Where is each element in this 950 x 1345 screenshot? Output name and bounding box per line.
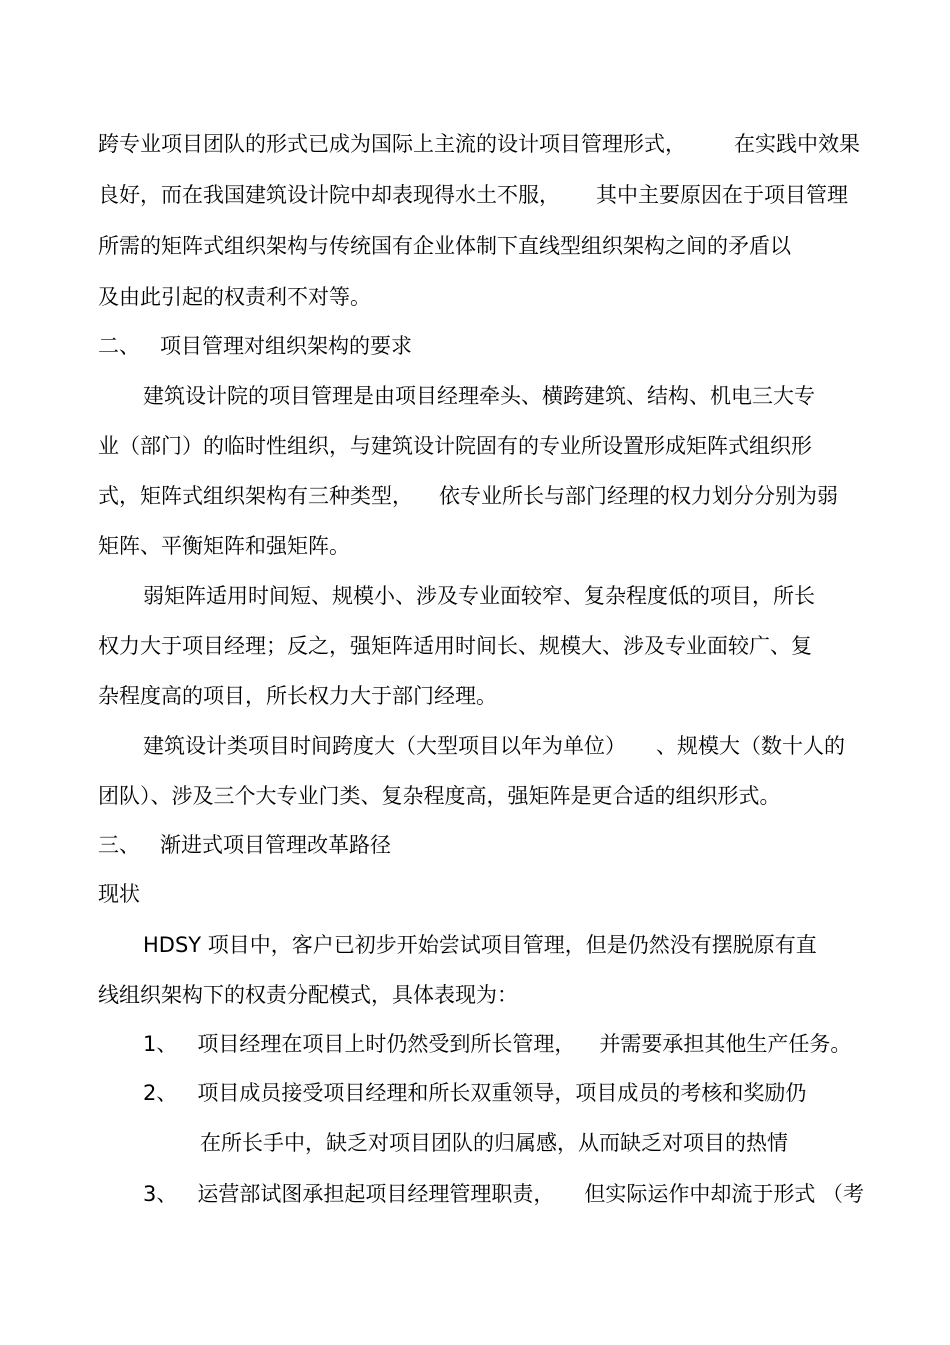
text-segment: 并需要承担其他生产任务。 [599,1032,852,1056]
text-segment: 在实践中效果 [734,132,860,156]
text-segment: 式，矩阵式组织架构有三种类型， [98,484,413,508]
text-segment: 依专业所长与部门经理的权力划分分别为弱 [439,484,838,508]
heading-number: 三、 [98,833,140,857]
text-segment: 运营部试图承担起项目经理管理职责， [197,1182,555,1206]
paragraph-line: 线组织架构下的权责分配模式，具体表现为： [98,983,518,1007]
list-number: 3、 [143,1182,178,1206]
text-segment: 、规模大（数十人的 [656,734,845,758]
paragraph-line: 建筑设计院的项目管理是由项目经理牵头、横跨建筑、结构、机电三大专 [143,384,815,408]
text-segment: 其中主要原因在于项目管理 [596,183,848,207]
paragraph-line: 及由此引起的权责利不对等。 [98,285,371,309]
list-item [143,1031,851,1057]
paragraph-line [98,483,838,509]
text-segment: 良好，而在我国建筑设计院中却表现得水土不服， [98,183,560,207]
list-item-continuation: 在所长手中，缺乏对项目团队的归属感，从而缺乏对项目的热情 [200,1131,788,1155]
paragraph-line [143,733,845,759]
paragraph-line: 业（部门）的临时性组织，与建筑设计院固有的专业所设置形成矩阵式组织形 [98,434,812,458]
section-heading [98,832,391,858]
heading-title: 渐进式项目管理改革路径 [160,833,391,857]
list-number: 1、 [143,1032,178,1056]
list-number: 2、 [143,1081,178,1105]
paragraph-line: HDSY 项目中，客户已初步开始尝试项目管理，但是仍然没有摆脱原有直 [143,933,817,957]
heading-title: 项目管理对组织架构的要求 [160,334,412,358]
paragraph-line: 权力大于项目经理；反之，强矩阵适用时间长、规模大、涉及专业面较广、复 [98,634,812,658]
text-segment: 项目经理在项目上时仍然受到所长管理， [197,1032,576,1056]
subheading: 现状 [98,882,140,906]
text-segment: 跨专业项目团队的形式已成为国际上主流的设计项目管理形式， [98,132,686,156]
paragraph-line: 杂程度高的项目，所长权力大于部门经理。 [98,684,497,708]
text-segment: 建筑设计类项目时间跨度大（大型项目以年为单位） [143,734,626,758]
list-item [143,1080,806,1106]
paragraph-line: 团队）、涉及三个大专业门类、复杂程度高，强矩阵是更合适的组织形式。 [98,784,781,808]
section-heading [98,333,412,359]
paragraph-line: 所需的矩阵式组织架构与传统国有企业体制下直线型组织架构之间的矛盾以 [98,234,791,258]
text-segment: 但实际运作中却流于形式 （考 [584,1182,865,1206]
paragraph-line [98,131,860,157]
paragraph-line: 弱矩阵适用时间短、规模小、涉及专业面较窄、复杂程度低的项目，所长 [143,584,815,608]
heading-number: 二、 [98,334,140,358]
list-item [143,1181,864,1207]
paragraph-line: 矩阵、平衡矩阵和强矩阵。 [98,534,350,558]
text-segment: 项目成员接受项目经理和所长双重领导，项目成员的考核和奖励仍 [197,1081,807,1105]
paragraph-line [98,182,848,208]
